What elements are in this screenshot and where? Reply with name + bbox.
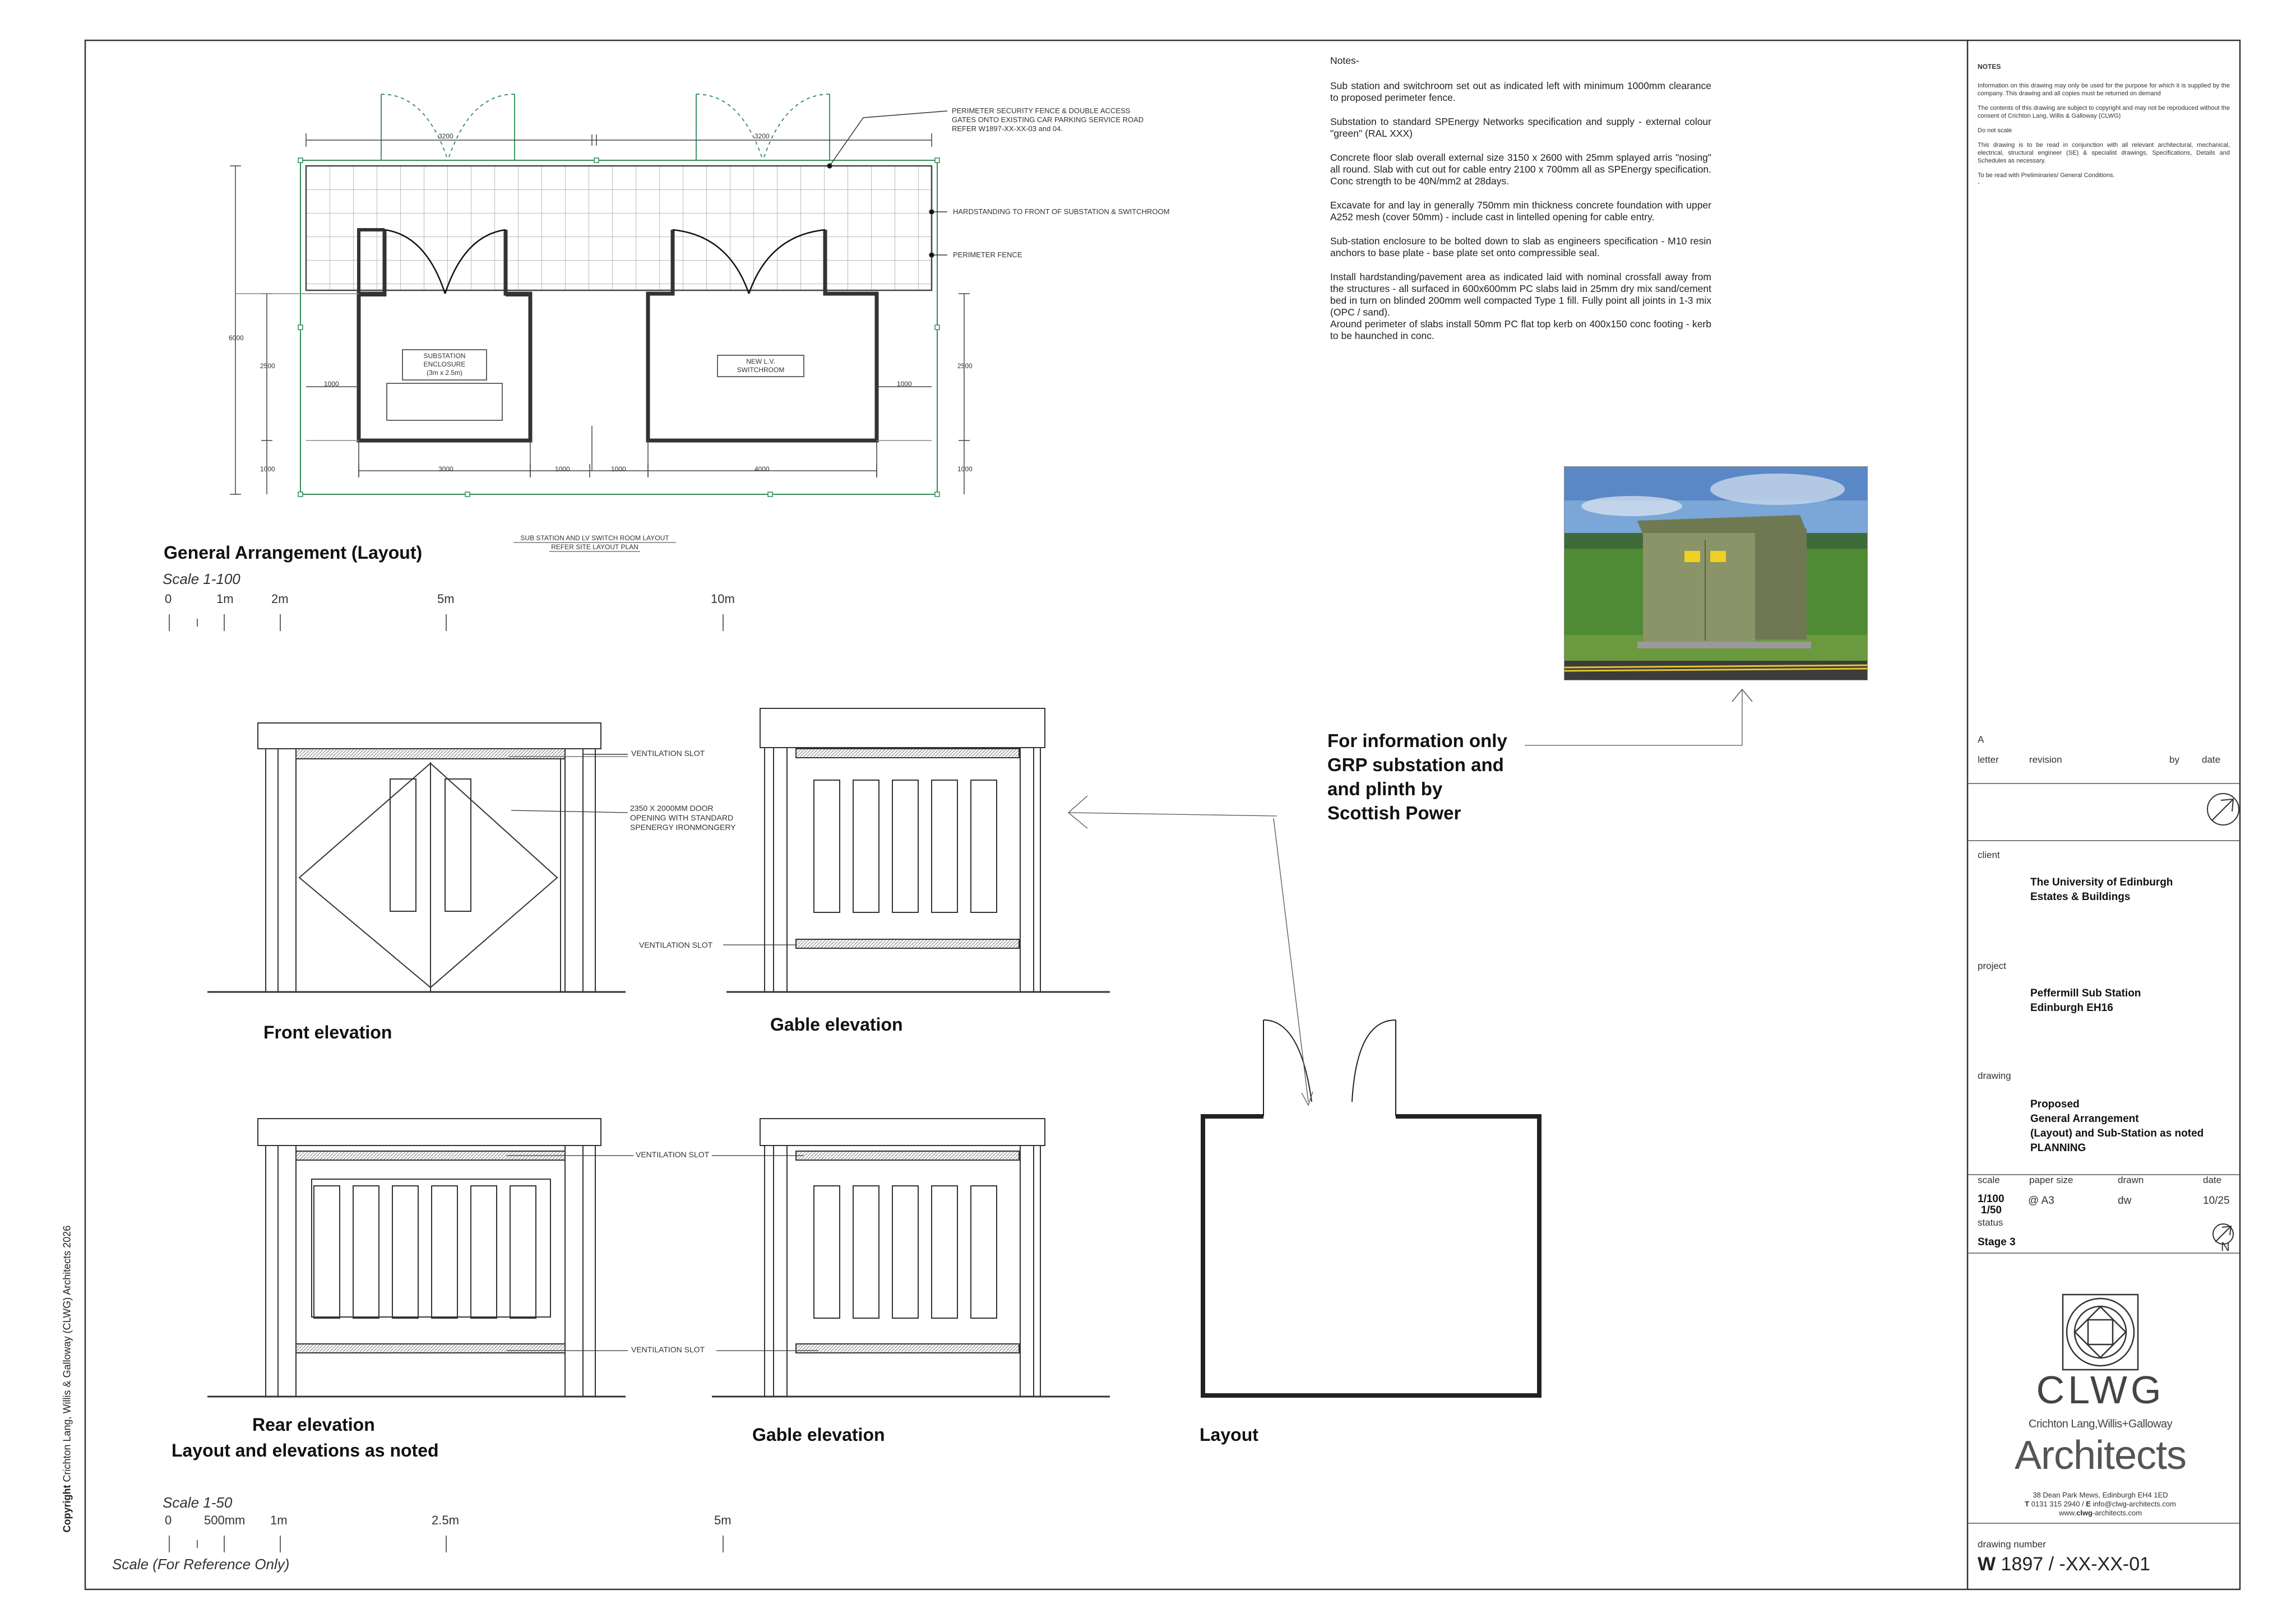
scale-values: 1/100 1/50: [1978, 1193, 2005, 1216]
drawing-number-value: 1897 / -XX-XX-01: [1996, 1554, 2151, 1575]
copyright-bold: Copyright: [61, 1485, 73, 1533]
dim-side-right: 1000: [897, 380, 912, 388]
drawing-number-prefix: W: [1978, 1554, 1996, 1575]
note-7: Around perimeter of slabs install 50mm PC flat top kerb on 400x150 conc footing - kerb to be haunched in conc.: [1330, 318, 1711, 341]
scale-tick-10m: 10m: [711, 592, 735, 606]
clwg-logo-mark: CLWG: [2036, 1368, 2165, 1412]
clwg-firm-name: Crichton Lang,Willis+Galloway: [2028, 1418, 2173, 1430]
clwg-website: www.clwg-architects.com: [2058, 1509, 2142, 1517]
project-label: project: [1978, 961, 2007, 971]
title-block-notes: [1978, 63, 2230, 194]
tb-note-3: Do not scale: [1978, 127, 2012, 134]
revision-circle-icon: [2207, 794, 2239, 825]
client-name: The University of Edinburgh Estates & Buildings: [2030, 877, 2173, 903]
scale-bar-1-50: [169, 1536, 723, 1552]
vent-label-gable: VENTILATION SLOT: [639, 940, 713, 949]
drawing-title: Proposed General Arrangement (Layout) and Sub-Station as noted PLANNING: [2030, 1098, 2204, 1154]
dim-side-left: 1000: [324, 380, 339, 388]
dim-gate-left: 3200: [438, 132, 453, 140]
elev-scale-tick-0: 0: [165, 1513, 172, 1527]
drawing-label: drawing: [1978, 1070, 2011, 1081]
substation-photo-image: [1564, 467, 1867, 680]
rev-header-date: date: [2202, 754, 2221, 765]
scale-tick-2m: 2m: [271, 592, 289, 606]
tb-note-1: Information on this drawing may only be used for the purpose for which it is supplied by the company. This drawing and all copies must be returned on demand: [1978, 82, 2230, 97]
scale-tick-0: 0: [165, 592, 172, 606]
dim-gap-a: 1000: [555, 465, 570, 473]
vent-label-rear-top: VENTILATION SLOT: [636, 1150, 710, 1159]
gable-elevation-bottom: [712, 1119, 1110, 1397]
paper-size-value: @ A3: [2028, 1195, 2054, 1207]
front-elevation: [207, 723, 628, 992]
tb-note-5: To be read with Preliminaries/ General Conditions.: [1978, 172, 2115, 179]
fence-gates-note: PERIMETER SECURITY FENCE & DOUBLE ACCESS GATES ONTO EXISTING CAR PARKING SERVICE ROAD REFER W1897-XX-XX-03 and 04.: [952, 106, 1144, 133]
scale-bar-1-100: [169, 614, 723, 631]
general-notes: [1330, 55, 1711, 354]
layout-elevations-note: Layout and elevations as noted: [172, 1440, 439, 1460]
dim-switch-width: 4000: [754, 465, 770, 473]
site-plan: [230, 94, 970, 551]
substation-room-label: SUBSTATION ENCLOSURE (3m x 2.5m): [423, 352, 466, 377]
revision-letter: A: [1978, 734, 1984, 745]
vent-label-rear-bottom: VENTILATION SLOT: [631, 1345, 705, 1354]
meta-header-date: date: [2203, 1175, 2222, 1185]
copyright-notice: [62, 1208, 73, 1533]
meta-header-drawn: drawn: [2118, 1175, 2144, 1185]
elev-scale-label: Scale 1-50: [163, 1494, 233, 1511]
clwg-phone-email: T 0131 315 2940 / E info@clwg-architects.com: [2025, 1500, 2176, 1508]
notes-heading: Notes-: [1330, 55, 1359, 66]
scale-tick-5m: 5m: [437, 592, 455, 606]
meta-header-scale: scale: [1978, 1175, 2000, 1185]
clwg-contact: [1984, 1491, 2216, 1518]
plan-title: General Arrangement (Layout): [164, 542, 423, 563]
drawing-number-label: drawing number: [1978, 1539, 2046, 1550]
meta-header-paper: paper size: [2029, 1175, 2073, 1185]
hardstanding-note: HARDSTANDING TO FRONT OF SUBSTATION & SWITCHROOM: [953, 207, 1170, 216]
rear-elevation: [207, 1119, 633, 1397]
elev-scale-tick-5m: 5m: [714, 1513, 732, 1527]
tb-note-6: -: [1978, 180, 1980, 187]
dim-gap-b: 1000: [611, 465, 626, 473]
note-2: Substation to standard SPEnergy Networks specification and supply - external colour "green" (RAL XXX): [1330, 116, 1711, 139]
fence-gates: [381, 94, 830, 160]
tb-note-2: The contents of this drawing are subject to copyright and may not be reproduced without the consent of Crichton Lang, Willis & Galloway (CLWG): [1978, 105, 2230, 119]
date-value: 10/25: [2203, 1195, 2230, 1207]
scale-reference-note: Scale (For Reference Only): [112, 1556, 290, 1573]
note-1: Sub station and switchroom set out as indicated left with minimum 1000mm clearance to proposed perimeter fence.: [1330, 80, 1711, 103]
tb-note-4: This drawing is to be read in conjunction with all relevant architectural, mechanical, electrical, structural engineer (SE) & specialist drawings, Specifications, Details and Schedules as necessary.: [1978, 142, 2230, 164]
elev-scale-tick-500mm: 500mm: [204, 1513, 246, 1527]
rear-elevation-title: Rear elevation: [252, 1415, 375, 1435]
dim-bottom-right: 1000: [957, 465, 973, 473]
plan-scale-label: Scale 1-100: [163, 571, 240, 587]
note-3: Concrete floor slab overall external size 3150 x 2600 with 25mm splayed arris "nosing" all round. Slab with cut out for cable entry 2100 x 700mm all as SPEnergy specification. Conc strength to be 40N/mm2 at 28days.: [1330, 152, 1711, 187]
elev-scale-tick-1m: 1m: [270, 1513, 288, 1527]
layout-plan: [1203, 1020, 1539, 1395]
layout-title: Layout: [1200, 1425, 1258, 1445]
hardstanding-grid: [306, 166, 932, 290]
rev-header-letter: letter: [1978, 754, 1999, 765]
gable-elevation-title-bottom: Gable elevation: [752, 1425, 885, 1445]
clwg-address: 38 Dean Park Mews, Edinburgh EH4 1ED: [2033, 1491, 2168, 1499]
vent-label-front: VENTILATION SLOT: [631, 749, 705, 758]
note-4: Excavate for and lay in generally 750mm min thickness concrete foundation with upper A252 mesh (cover 50mm) - include cast in lintelled opening for cable entry.: [1330, 200, 1711, 222]
client-label: client: [1978, 850, 2000, 860]
copyright-text: Crichton Lang, Willis & Galloway (CLWG) Architects 2026: [61, 1225, 73, 1485]
switchroom-label: NEW L.V. SWITCHROOM: [737, 358, 785, 374]
substation-photo: [1564, 466, 1868, 680]
dim-height-left: 2500: [260, 362, 275, 370]
drawing-number: [1978, 1554, 2150, 1575]
dim-gate-right: 3200: [754, 132, 770, 140]
project-name: Peffermill Sub Station Edinburgh EH16: [2030, 987, 2141, 1014]
dim-bottom-left: 1000: [260, 465, 275, 473]
plan-caption: SUB STATION AND LV SWITCH ROOM LAYOUT REFER SITE LAYOUT PLAN: [520, 534, 669, 551]
note-6: Install hardstanding/pavement area as indicated laid with nominal crossfall away from the structures - all surfaced in 600x600mm PC slabs laid in 25mm dry mix sand/cement bed in turn on blinded 200mm well compacted Type 1 fill. Fully point all joints in 1-3 mix (OPC / sand).: [1330, 271, 1711, 318]
status-label: status: [1978, 1217, 2003, 1228]
drawn-value: dw: [2118, 1195, 2132, 1207]
elev-scale-tick-2-5m: 2.5m: [432, 1513, 459, 1527]
clwg-logo-icon: [2063, 1295, 2138, 1370]
scale-tick-1m: 1m: [216, 592, 234, 606]
rev-header-revision: revision: [2029, 754, 2062, 765]
clwg-architects-word: Architects: [2014, 1433, 2187, 1478]
gable-elevation-top: [723, 708, 1110, 992]
front-elevation-title: Front elevation: [263, 1022, 392, 1042]
north-label: N: [2221, 1240, 2230, 1254]
rev-header-by: by: [2169, 754, 2179, 765]
status-value: Stage 3: [1978, 1236, 2016, 1248]
info-callout: For information only GRP substation and and plinth by Scottish Power: [1327, 730, 1507, 823]
note-5: Sub-station enclosure to be bolted down to slab as engineers specification - M10 resin anchors to base plate - base plate set onto compressible seal.: [1330, 235, 1711, 258]
perimeter-fence-note: PERIMETER FENCE: [953, 251, 1022, 259]
dim-sub-width: 3000: [438, 465, 453, 473]
dim-height-total: 6000: [229, 334, 244, 342]
door-note: 2350 X 2000MM DOOR OPENING WITH STANDARD SPENERGY IRONMONGERY: [630, 804, 736, 832]
gable-elevation-title-top: Gable elevation: [770, 1014, 903, 1035]
dim-height-right: 2500: [957, 362, 973, 370]
tb-notes-title: NOTES: [1978, 63, 2001, 71]
